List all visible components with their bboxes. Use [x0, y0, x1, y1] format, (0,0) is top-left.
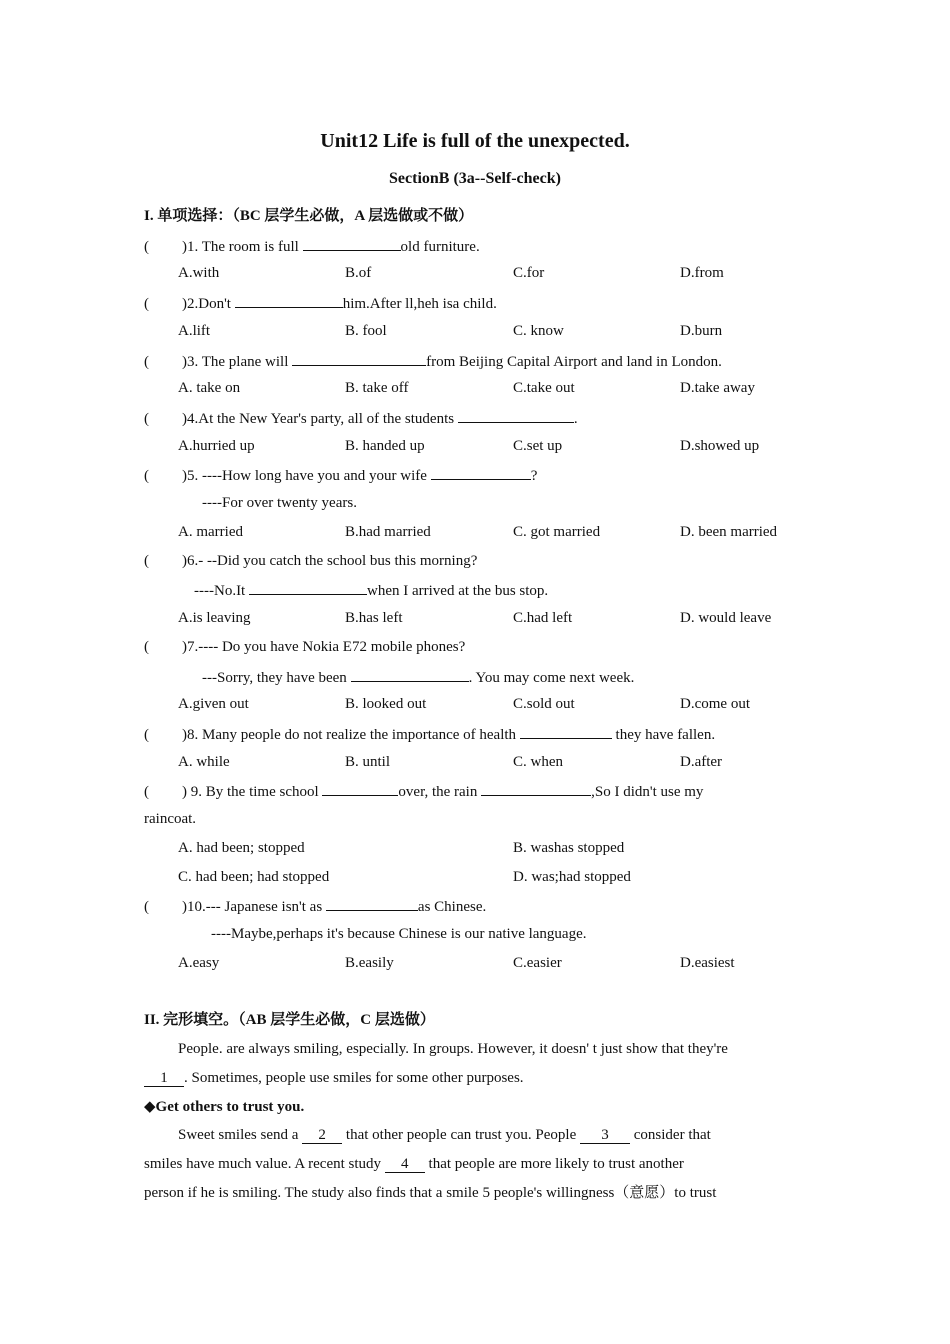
option-c: C. got married: [513, 524, 601, 540]
option-d: D.take away: [680, 380, 755, 396]
question-5-response: ----For over twenty years.: [202, 495, 357, 511]
option-a: A.is leaving: [178, 610, 251, 626]
option-c: C.sold out: [513, 696, 575, 712]
option-a: A. had been; stopped: [178, 840, 305, 856]
question-6-response: ----No.It when I arrived at the bus stop.: [194, 579, 548, 601]
answer-paren: (: [144, 899, 149, 915]
option-c: C.had left: [513, 610, 573, 626]
answer-paren: (: [144, 239, 149, 255]
answer-blank: [520, 723, 612, 739]
option-a: A. married: [178, 524, 243, 540]
answer-blank: [326, 895, 418, 911]
question-7: ( )7.---- Do you have Nokia E72 mobile phones?: [144, 639, 466, 655]
answer-paren: (: [144, 296, 149, 312]
answer-blank: [235, 292, 343, 308]
question-7-response: ---Sorry, they have been . You may come next week.: [202, 666, 634, 688]
option-b: B. washas stopped: [513, 840, 625, 856]
option-a: A.given out: [178, 696, 249, 712]
question-10: ( )10.--- Japanese isn't as as Chinese.: [144, 895, 486, 917]
option-d: D.burn: [680, 323, 723, 339]
option-d: D. been married: [680, 524, 778, 540]
option-d: D. would leave: [680, 610, 772, 626]
option-c: C. know: [513, 323, 564, 339]
option-b: B.had married: [345, 524, 431, 540]
answer-blank: [292, 350, 426, 366]
question-5: ( )5. ----How long have you and your wife ?: [144, 464, 537, 486]
option-d: D. was;had stopped: [513, 869, 631, 885]
question-2: ( )2.Don't him.After ll,heh isa child.: [144, 292, 497, 314]
option-c: C. had been; had stopped: [178, 869, 330, 885]
question-9: ( ) 9. By the time school over, the rain ,So I didn't use my: [144, 780, 703, 802]
subheading: ◆Get others to trust you.: [144, 1099, 305, 1115]
paragraph-line: person if he is smiling. The study also finds that a smile 5 people's willingness（意愿）to trust: [144, 1185, 717, 1201]
question-1: ( )1. The room is full old furniture.: [144, 235, 480, 257]
option-b: B.of: [345, 265, 372, 281]
answer-blank: [481, 780, 591, 796]
option-a: A.hurried up: [178, 438, 255, 454]
answer-paren: (: [144, 727, 149, 743]
option-d: D.easiest: [680, 955, 735, 971]
answer-blank: [458, 407, 574, 423]
option-b: B.has left: [345, 610, 403, 626]
answer-paren: (: [144, 468, 149, 484]
cloze-blank: 1: [144, 1071, 184, 1087]
option-a: A.easy: [178, 955, 220, 971]
answer-paren: (: [144, 639, 149, 655]
question-6: ( )6.- --Did you catch the school bus this morning?: [144, 553, 478, 569]
section2-heading: II. 完形填空。（AB 层学生必做，C 层选做）: [144, 1012, 435, 1028]
answer-blank: [351, 666, 469, 682]
section1-heading: I. 单项选择：（BC 层学生必做，A 层选做或不做）: [144, 208, 474, 224]
option-b: B. fool: [345, 323, 387, 339]
paragraph-line: Sweet smiles send a 2 that other people can trust you. People 3 consider that: [178, 1127, 711, 1143]
paragraph-line: smiles have much value. A recent study 4 that people are more likely to trust another: [144, 1156, 684, 1172]
answer-blank: [303, 235, 401, 251]
option-b: B. until: [345, 754, 391, 770]
option-c: C.take out: [513, 380, 575, 396]
cloze-blank: 2: [302, 1128, 342, 1144]
option-a: A.lift: [178, 323, 211, 339]
option-b: B. take off: [345, 380, 409, 396]
option-d: D.after: [680, 754, 723, 770]
cloze-blank: 3: [580, 1128, 630, 1144]
answer-paren: (: [144, 411, 149, 427]
option-a: A. take on: [178, 380, 241, 396]
option-c: C. when: [513, 754, 563, 770]
question-10-response: ----Maybe,perhaps it's because Chinese is our native language.: [211, 926, 587, 942]
option-a: A. while: [178, 754, 230, 770]
option-c: C.for: [513, 265, 545, 281]
paragraph-line: 1 . Sometimes, people use smiles for some other purposes.: [144, 1068, 524, 1088]
answer-blank: [249, 579, 367, 595]
answer-paren: (: [144, 784, 149, 800]
option-c: C.easier: [513, 955, 562, 971]
cloze-blank: 4: [385, 1157, 425, 1173]
option-d: D.come out: [680, 696, 750, 712]
question-3: ( )3. The plane will from Beijing Capital Airport and land in London.: [144, 350, 722, 372]
page-subtitle: SectionB (3a--Self-check): [389, 170, 561, 187]
option-d: D.showed up: [680, 438, 760, 454]
page-title: Unit12 Life is full of the unexpected.: [320, 130, 630, 152]
answer-paren: (: [144, 354, 149, 370]
option-c: C.set up: [513, 438, 563, 454]
option-b: B.easily: [345, 955, 394, 971]
question-4: ( )4.At the New Year's party, all of the students .: [144, 407, 578, 429]
answer-blank: [431, 464, 531, 480]
option-b: B. handed up: [345, 438, 425, 454]
question-8: ( )8. Many people do not realize the importance of health they have fallen.: [144, 723, 715, 745]
option-b: B. looked out: [345, 696, 427, 712]
answer-blank: [322, 780, 398, 796]
option-a: A.with: [178, 265, 220, 281]
paragraph-line: People. are always smiling, especially. In groups. However, it doesn' t just show that they're: [178, 1041, 728, 1057]
answer-paren: (: [144, 553, 149, 569]
option-d: D.from: [680, 265, 724, 281]
question-9-wrap: raincoat.: [144, 811, 197, 827]
